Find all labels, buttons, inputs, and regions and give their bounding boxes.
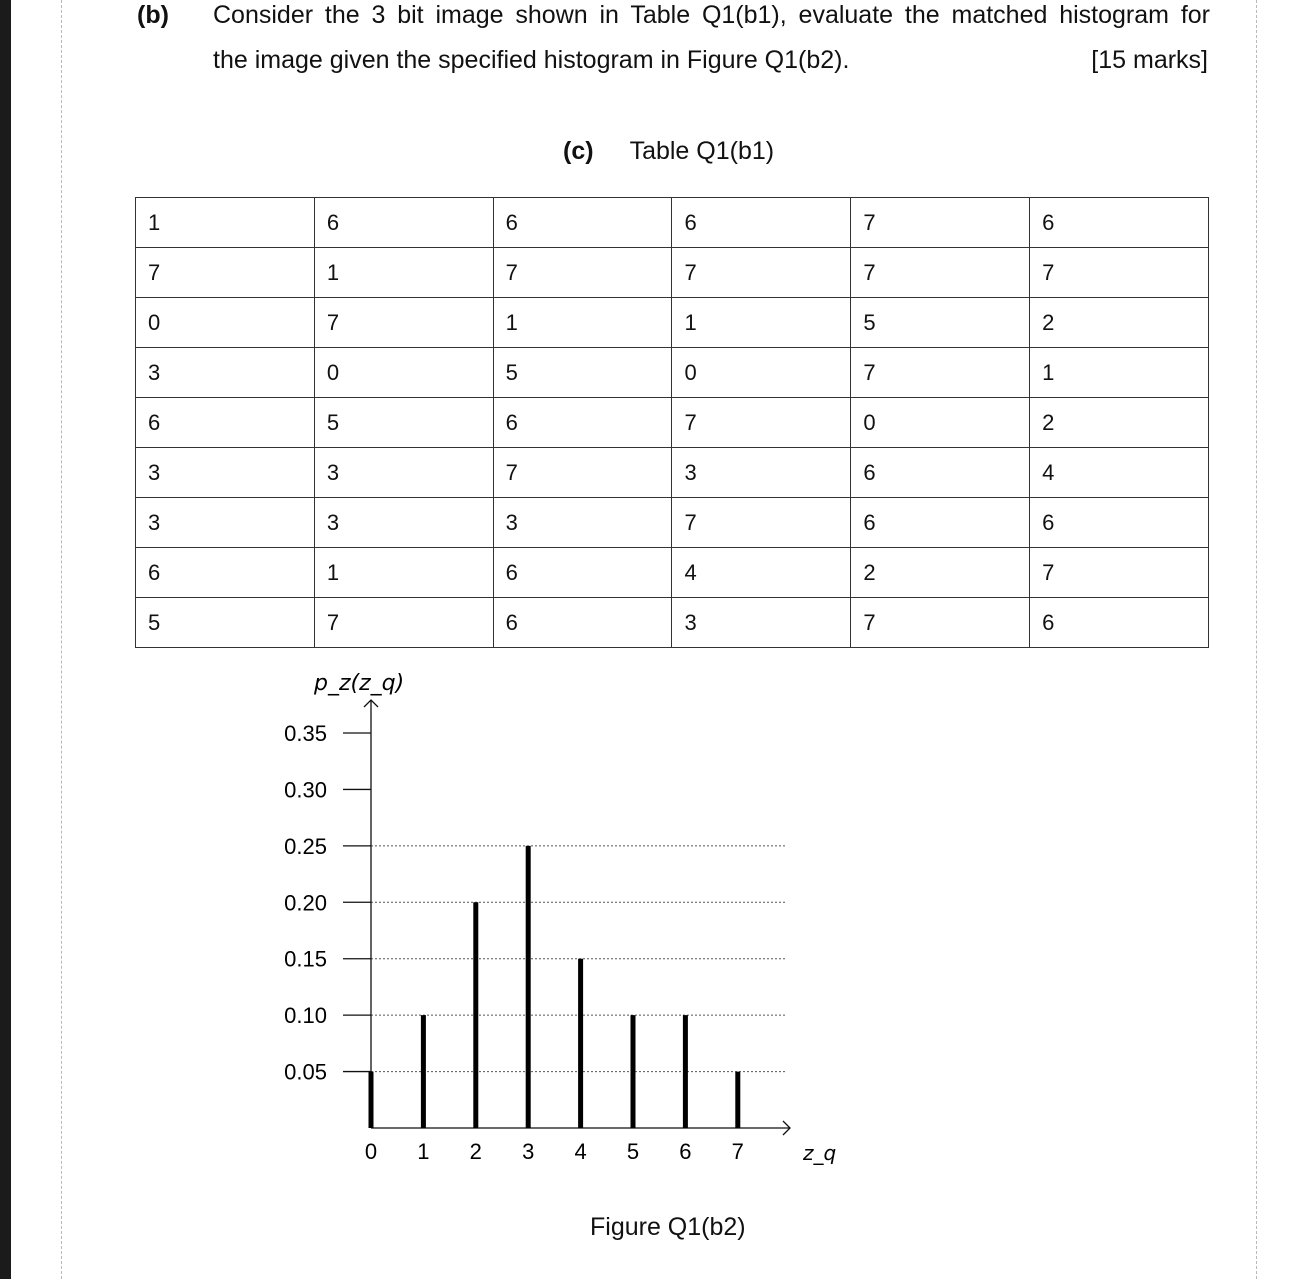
table-cell: 1 <box>672 298 851 348</box>
table-cell: 7 <box>851 598 1030 648</box>
x-axis-label: z_q <box>803 1141 837 1165</box>
table-cell: 3 <box>136 448 315 498</box>
table-cell: 6 <box>314 198 493 248</box>
table-cell: 4 <box>672 548 851 598</box>
table-cell: 7 <box>314 598 493 648</box>
table-cell: 7 <box>136 248 315 298</box>
table-cell: 6 <box>851 498 1030 548</box>
x-tick-label: 2 <box>469 1139 482 1164</box>
table-cell: 7 <box>493 248 672 298</box>
table-cell: 0 <box>136 298 315 348</box>
y-tick-label: 0.10 <box>284 1003 327 1029</box>
table-cell: 2 <box>1030 398 1209 448</box>
table-cell: 3 <box>136 498 315 548</box>
table-cell: 6 <box>493 598 672 648</box>
table-cell: 3 <box>672 448 851 498</box>
table-cell: 5 <box>136 598 315 648</box>
table-cell: 1 <box>1030 348 1209 398</box>
table-cell: 5 <box>493 348 672 398</box>
table-cell: 3 <box>493 498 672 548</box>
table-caption-label: (c) <box>563 137 594 165</box>
x-tick-label: 3 <box>522 1139 535 1164</box>
table-cell: 6 <box>136 398 315 448</box>
table-cell: 1 <box>493 298 672 348</box>
table-cell: 6 <box>493 548 672 598</box>
table-cell: 6 <box>493 398 672 448</box>
table-cell: 3 <box>314 448 493 498</box>
table-cell: 7 <box>672 398 851 448</box>
table-cell: 7 <box>1030 248 1209 298</box>
question-marks: [15 marks] <box>1091 46 1208 74</box>
table-cell: 7 <box>851 198 1030 248</box>
question-label: (b) <box>137 1 169 29</box>
table-cell: 7 <box>672 248 851 298</box>
table-cell: 2 <box>851 548 1030 598</box>
table-cell: 3 <box>136 348 315 398</box>
table-cell: 6 <box>851 448 1030 498</box>
table-cell: 6 <box>136 548 315 598</box>
table-cell: 7 <box>493 448 672 498</box>
table-cell: 3 <box>672 598 851 648</box>
table-cell: 3 <box>314 498 493 548</box>
table-cell: 6 <box>1030 598 1209 648</box>
x-tick-label: 1 <box>417 1139 430 1164</box>
y-tick-label: 0.35 <box>284 721 327 746</box>
y-tick-label: 0.15 <box>284 946 327 972</box>
table-cell: 0 <box>672 348 851 398</box>
x-tick-label: 7 <box>731 1139 744 1164</box>
x-tick-label: 0 <box>364 1139 378 1164</box>
x-tick-label: 6 <box>679 1139 692 1164</box>
table-cell: 6 <box>1030 498 1209 548</box>
table-cell: 2 <box>1030 298 1209 348</box>
table-cell: 1 <box>136 198 315 248</box>
table-cell: 6 <box>1030 198 1209 248</box>
table-cell: 7 <box>1030 548 1209 598</box>
table-cell: 1 <box>314 248 493 298</box>
y-tick-label: 0.25 <box>284 833 327 859</box>
question-text-line2: the image given the specified histogram in Figure Q1(b2). <box>213 46 850 74</box>
y-axis-label: p_z(z_q) <box>314 671 405 696</box>
table-cell: 0 <box>851 398 1030 448</box>
table-cell: 7 <box>314 298 493 348</box>
table-cell: 7 <box>851 248 1030 298</box>
table-cell: 7 <box>851 348 1030 398</box>
question-text-line1: Consider the 3 bit image shown in Table Q1(b1), evaluate the matched histogram for <box>213 1 1210 29</box>
table-cell: 6 <box>672 198 851 248</box>
table-cell: 1 <box>314 548 493 598</box>
table-cell: 4 <box>1030 448 1209 498</box>
table-cell: 5 <box>314 398 493 448</box>
x-tick-label: 4 <box>574 1139 587 1164</box>
figure-caption: Figure Q1(b2) <box>590 1213 746 1241</box>
table-cell: 7 <box>672 498 851 548</box>
x-tick-label: 5 <box>626 1139 640 1164</box>
y-tick-label: 0.05 <box>284 1059 327 1085</box>
table-cell: 5 <box>851 298 1030 348</box>
y-tick-label: 0.20 <box>284 890 327 916</box>
y-tick-label: 0.30 <box>284 777 327 803</box>
table-caption-title: Table Q1(b1) <box>629 137 775 165</box>
table-cell: 6 <box>493 198 672 248</box>
table-cell: 0 <box>314 348 493 398</box>
